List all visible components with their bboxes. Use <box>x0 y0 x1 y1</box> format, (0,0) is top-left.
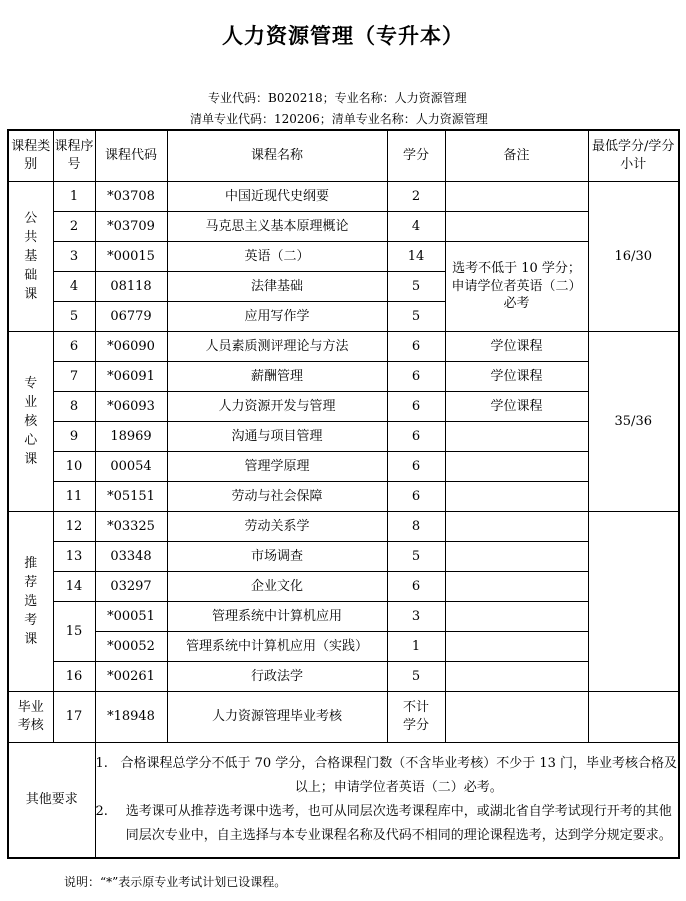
category-char: 共 <box>24 230 38 245</box>
row-credit: 6 <box>387 362 445 392</box>
row-name: 人力资源管理毕业考核 <box>167 692 387 743</box>
row-remark <box>445 602 588 632</box>
row-seq: 7 <box>53 362 95 392</box>
row-code: 03348 <box>95 542 167 572</box>
category-char: 公 <box>24 211 38 226</box>
header-code: 课程代码 <box>95 130 167 182</box>
row-credit: 8 <box>387 512 445 542</box>
row-remark: 学位课程 <box>445 392 588 422</box>
row-code: 08118 <box>95 272 167 302</box>
header-name: 课程名称 <box>167 130 387 182</box>
other-requirements <box>95 743 679 859</box>
row-seq: 14 <box>53 572 95 602</box>
requirement-text: 选考课可从推荐选考课中选考，也可从同层次选考课程库中，或湖北省自学考试现行开考的其他同层次专业中，自主选择与本专业课程名称及代码不相同的理论课程选考，达到学分规定要求。 <box>125 804 672 843</box>
row-name: 市场调查 <box>167 542 387 572</box>
header-min: 最低学分/学分小计 <box>588 130 679 182</box>
table-row <box>8 572 679 602</box>
row-remark <box>445 692 588 743</box>
category-char: 业 <box>24 395 38 410</box>
row-remark <box>445 422 588 452</box>
other-label: 其他要求 <box>8 743 95 859</box>
table-row <box>8 452 679 482</box>
category-char: 础 <box>24 268 38 283</box>
requirement-item <box>96 752 679 800</box>
header-credit: 学分 <box>387 130 445 182</box>
row-seq: 10 <box>53 452 95 482</box>
category-char: 课 <box>24 287 38 302</box>
row-credit: 3 <box>387 602 445 632</box>
table-row <box>8 512 679 542</box>
category-char: 专 <box>24 376 38 391</box>
row-name: 薪酬管理 <box>167 362 387 392</box>
row-seq: 17 <box>53 692 95 743</box>
row-remark <box>445 212 588 242</box>
row-seq: 12 <box>53 512 95 542</box>
row-name: 管理系统中计算机应用（实践） <box>167 632 387 662</box>
category-char: 核 <box>24 414 38 429</box>
remark-public: 选考不低于 10 学分；申请学位者英语（二）必考 <box>445 242 588 332</box>
header-seq: 课程序号 <box>53 130 95 182</box>
row-name: 法律基础 <box>167 272 387 302</box>
row-code: *03709 <box>95 212 167 242</box>
major-line: 专业代码：B020218；专业名称：人力资源管理 <box>208 91 467 105</box>
row-name: 英语（二） <box>167 242 387 272</box>
row-code: 06779 <box>95 302 167 332</box>
row-code: *00261 <box>95 662 167 692</box>
row-code: 03297 <box>95 572 167 602</box>
category-char: 考 <box>24 613 38 628</box>
row-seq: 15 <box>53 602 95 662</box>
category-graduation: 毕业考核 <box>8 692 53 743</box>
row-seq: 13 <box>53 542 95 572</box>
row-code: *06090 <box>95 332 167 362</box>
row-seq: 11 <box>53 482 95 512</box>
category-char: 推 <box>24 556 38 571</box>
row-name: 人员素质测评理论与方法 <box>167 332 387 362</box>
requirement-text: 合格课程总学分不低于 70 学分，合格课程门数（不含毕业考核）不少于 13 门，毕业考核合格及以上；申请学位者英语（二）必考。 <box>120 756 678 795</box>
row-seq: 6 <box>53 332 95 362</box>
table-row <box>8 632 679 662</box>
row-seq: 1 <box>53 182 95 212</box>
row-remark <box>445 632 588 662</box>
category-char: 课 <box>24 632 38 647</box>
row-name: 管理系统中计算机应用 <box>167 602 387 632</box>
row-name: 劳动与社会保障 <box>167 482 387 512</box>
table-row <box>8 692 679 743</box>
table-row <box>8 332 679 362</box>
row-name: 人力资源开发与管理 <box>167 392 387 422</box>
row-remark <box>445 452 588 482</box>
min-public: 16/30 <box>588 182 679 332</box>
row-remark <box>445 482 588 512</box>
category-recommended <box>8 512 53 692</box>
table-row <box>8 242 679 272</box>
table-row <box>8 422 679 452</box>
row-name: 劳动关系学 <box>167 512 387 542</box>
row-seq: 8 <box>53 392 95 422</box>
category-char: 心 <box>24 433 38 448</box>
row-seq: 5 <box>53 302 95 332</box>
table-header-row <box>8 130 679 182</box>
row-name: 企业文化 <box>167 572 387 602</box>
row-credit: 6 <box>387 452 445 482</box>
row-credit: 2 <box>387 182 445 212</box>
row-credit: 6 <box>387 392 445 422</box>
min-recommended <box>588 512 679 692</box>
row-credit: 14 <box>387 242 445 272</box>
category-public <box>8 182 53 332</box>
row-name: 应用写作学 <box>167 302 387 332</box>
row-credit: 5 <box>387 272 445 302</box>
header-remark: 备注 <box>445 130 588 182</box>
row-code: *06091 <box>95 362 167 392</box>
row-credit: 5 <box>387 542 445 572</box>
table-row <box>8 392 679 422</box>
row-credit: 6 <box>387 572 445 602</box>
row-remark <box>445 662 588 692</box>
requirement-item <box>96 800 679 848</box>
table-row <box>8 602 679 632</box>
row-name: 管理学原理 <box>167 452 387 482</box>
row-credit: 4 <box>387 212 445 242</box>
table-row <box>8 662 679 692</box>
row-code: *03325 <box>95 512 167 542</box>
row-remark: 学位课程 <box>445 332 588 362</box>
page-title: 人力资源管理（专升本） <box>222 24 464 48</box>
row-code: *18948 <box>95 692 167 743</box>
table-row <box>8 212 679 242</box>
row-code: *05151 <box>95 482 167 512</box>
table-row <box>8 182 679 212</box>
course-plan-table <box>7 129 680 859</box>
category-core <box>8 332 53 512</box>
row-remark <box>445 572 588 602</box>
row-name: 沟通与项目管理 <box>167 422 387 452</box>
min-core: 35/36 <box>588 332 679 512</box>
row-code: *06093 <box>95 392 167 422</box>
row-code: *03708 <box>95 182 167 212</box>
table-row <box>8 542 679 572</box>
row-remark <box>445 512 588 542</box>
row-seq: 9 <box>53 422 95 452</box>
row-name: 行政法学 <box>167 662 387 692</box>
row-credit: 5 <box>387 662 445 692</box>
category-char: 荐 <box>24 575 38 590</box>
table-row <box>8 482 679 512</box>
row-seq: 4 <box>53 272 95 302</box>
row-seq: 16 <box>53 662 95 692</box>
row-seq: 2 <box>53 212 95 242</box>
list-line: 清单专业代码：120206；清单专业名称：人力资源管理 <box>190 112 488 126</box>
row-name: 中国近现代史纲要 <box>167 182 387 212</box>
category-char: 课 <box>24 452 38 467</box>
row-code: *00051 <box>95 602 167 632</box>
min-graduation <box>588 692 679 743</box>
other-requirements-row <box>8 743 679 859</box>
row-credit: 5 <box>387 302 445 332</box>
footnote: 说明：“*”表示原专业考试计划已设课程。 <box>64 875 287 889</box>
row-remark <box>445 542 588 572</box>
header-category: 课程类别 <box>8 130 53 182</box>
row-credit: 6 <box>387 422 445 452</box>
category-char: 基 <box>24 249 38 264</box>
row-code: *00015 <box>95 242 167 272</box>
row-credit: 不计学分 <box>387 692 445 743</box>
table-row <box>8 362 679 392</box>
row-credit: 1 <box>387 632 445 662</box>
row-seq: 3 <box>53 242 95 272</box>
row-code: 18969 <box>95 422 167 452</box>
requirement-number: 2. <box>95 804 108 819</box>
row-credit: 6 <box>387 482 445 512</box>
row-remark: 学位课程 <box>445 362 588 392</box>
row-credit: 6 <box>387 332 445 362</box>
category-char: 选 <box>24 594 38 609</box>
row-code: 00054 <box>95 452 167 482</box>
requirement-number: 1. <box>95 756 108 771</box>
row-name: 马克思主义基本原理概论 <box>167 212 387 242</box>
row-code: *00052 <box>95 632 167 662</box>
row-remark <box>445 182 588 212</box>
